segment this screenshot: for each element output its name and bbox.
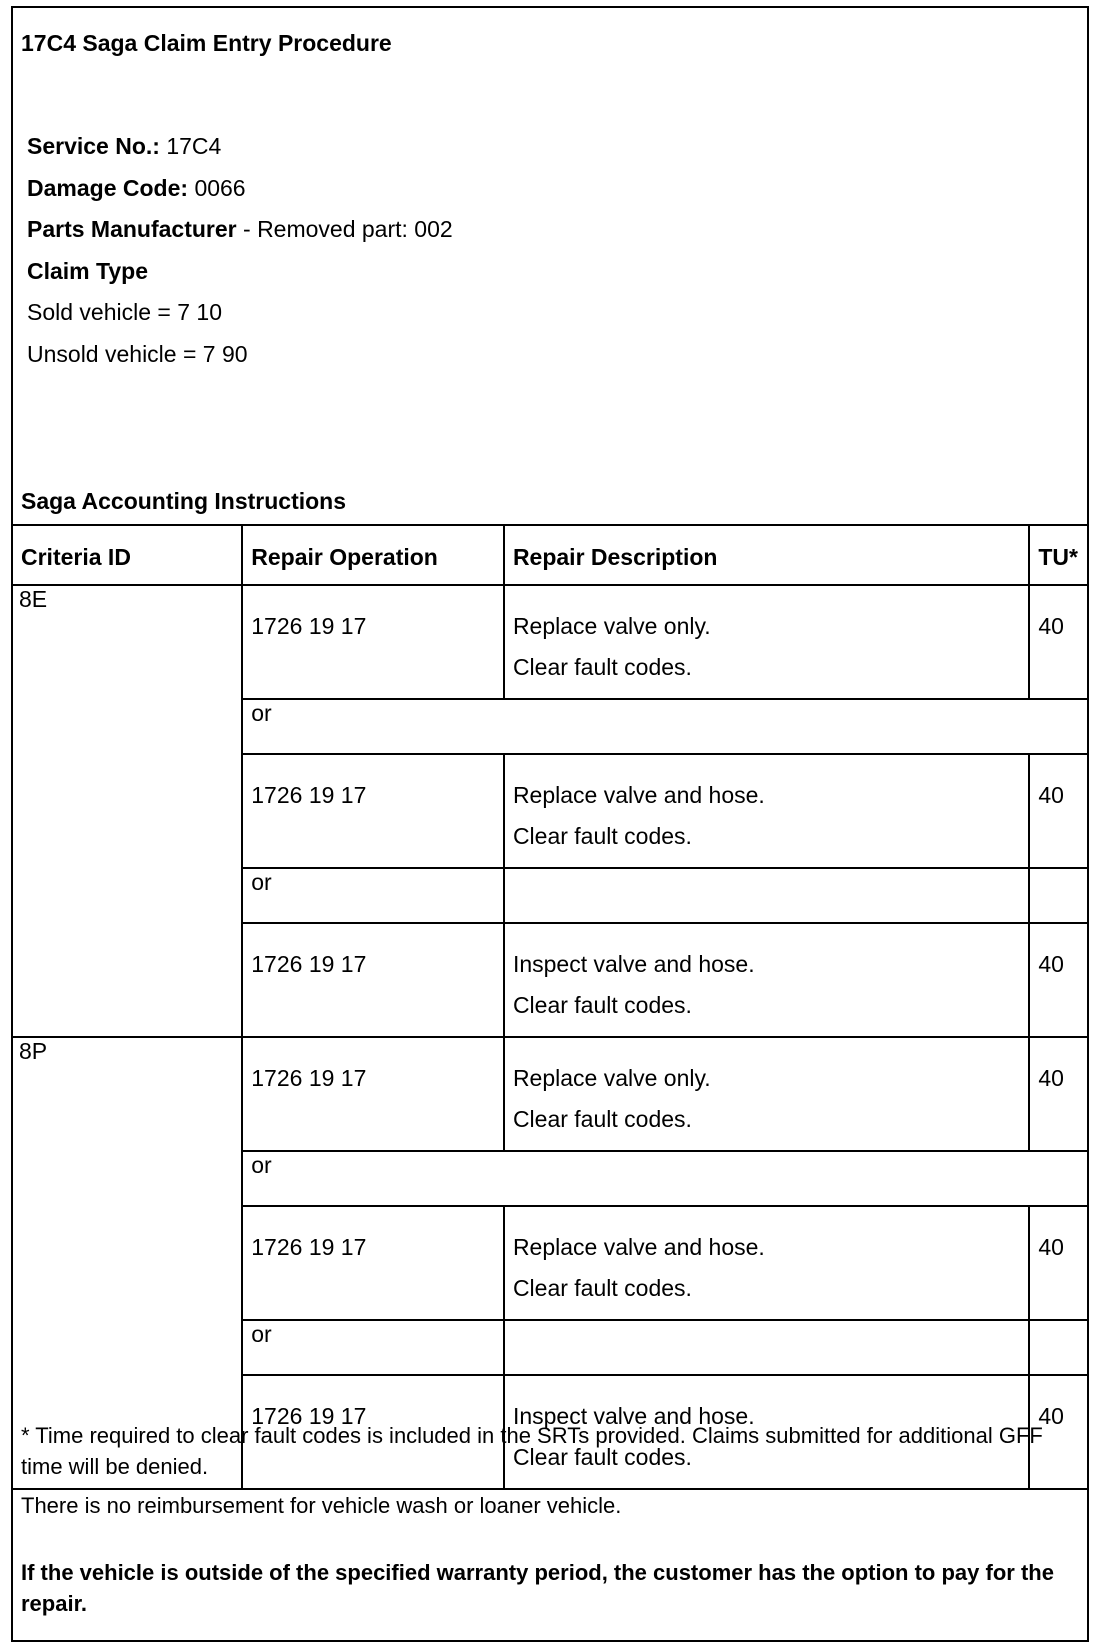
tu-value: 40: [1029, 1375, 1088, 1489]
parts-manufacturer-label: Parts Manufacturer: [27, 216, 237, 242]
description-line: Clear fault codes.: [512, 1275, 692, 1301]
repair-operation: 1726 19 17: [242, 923, 504, 1037]
empty-cell: [504, 1320, 1029, 1375]
criteria-id-cell: [12, 585, 242, 1037]
or-label: or: [242, 868, 504, 923]
repair-operation: 1726 19 17: [242, 585, 504, 699]
description-line: Clear fault codes.: [512, 654, 692, 680]
repair-operation: 1726 19 17: [242, 1206, 504, 1320]
section-title: Saga Accounting Instructions: [21, 488, 347, 514]
unsold-vehicle-line: Unsold vehicle = 7 90: [27, 340, 248, 367]
repair-operation: 1726 19 17: [242, 754, 504, 868]
empty-cell: [1029, 868, 1088, 923]
description-line: Replace valve and hose.: [512, 782, 765, 808]
criteria-id: 8P: [19, 1038, 48, 1064]
or-label: or: [242, 1151, 1088, 1206]
tu-value: 40: [1029, 754, 1088, 868]
header-repair-description: Repair Description: [504, 525, 1029, 585]
footnote-srt: * Time required to clear fault codes is included in the SRTs provided. Claims submitted for additional GFF time will be denied.: [21, 1423, 1043, 1479]
description-line: Clear fault codes.: [512, 823, 692, 849]
repair-description: [504, 923, 1029, 1037]
repair-description: [504, 1206, 1029, 1320]
parts-manufacturer-line: [27, 209, 453, 251]
claim-type-line: [27, 251, 453, 293]
header-criteria-id: Criteria ID: [12, 525, 242, 585]
damage-code-value: 0066: [194, 174, 246, 201]
repair-description: [504, 585, 1029, 699]
tu-value: 40: [1029, 585, 1088, 699]
description-line: Replace valve and hose.: [512, 1234, 765, 1260]
table-row: [12, 585, 1088, 699]
tu-value: 40: [1029, 1206, 1088, 1320]
description-line: Replace valve only.: [512, 613, 711, 639]
criteria-id: 8E: [19, 586, 48, 612]
damage-code-label: Damage Code:: [27, 174, 189, 201]
empty-cell: [1029, 1320, 1088, 1375]
service-number-value: 17C4: [166, 133, 222, 159]
accounting-table: [11, 524, 1089, 1490]
description-line: Clear fault codes.: [512, 1444, 692, 1470]
damage-code-line: [27, 168, 453, 210]
footnote-reimbursement: There is no reimbursement for vehicle wash or loaner vehicle.: [21, 1493, 622, 1518]
service-number-line: [27, 126, 453, 168]
repair-description: [504, 1037, 1029, 1151]
description-line: Replace valve only.: [512, 1065, 711, 1091]
page-title: 17C4 Saga Claim Entry Procedure: [21, 30, 392, 56]
or-label: or: [242, 1320, 504, 1375]
empty-cell: [504, 868, 1029, 923]
repair-operation: 1726 19 17: [242, 1375, 504, 1489]
description-line: Inspect valve and hose.: [512, 951, 755, 977]
or-label: or: [242, 699, 1088, 754]
claim-info: [27, 126, 453, 375]
repair-description: [504, 754, 1029, 868]
header-tu: TU*: [1029, 525, 1088, 585]
document: [11, 6, 1089, 1642]
description-line: Clear fault codes.: [512, 1106, 692, 1132]
repair-operation: 1726 19 17: [242, 1037, 504, 1151]
tu-value: 40: [1029, 1037, 1088, 1151]
claim-type-label: Claim Type: [27, 257, 148, 284]
tu-value: 40: [1029, 923, 1088, 1037]
description-line: Inspect valve and hose.: [512, 1403, 755, 1429]
description-line: Clear fault codes.: [512, 992, 692, 1018]
parts-manufacturer-value: - Removed part: 002: [243, 216, 453, 242]
table-header-row: [12, 525, 1088, 585]
footnote-warranty: If the vehicle is outside of the specified warranty period, the customer has the option to pay for the repair.: [21, 1560, 1054, 1616]
table-row: [12, 1037, 1088, 1151]
service-number-label: Service No.:: [27, 133, 160, 159]
header-repair-operation: Repair Operation: [242, 525, 504, 585]
footer-notes: [13, 1406, 1087, 1627]
sold-vehicle-line: Sold vehicle = 7 10: [27, 299, 222, 325]
